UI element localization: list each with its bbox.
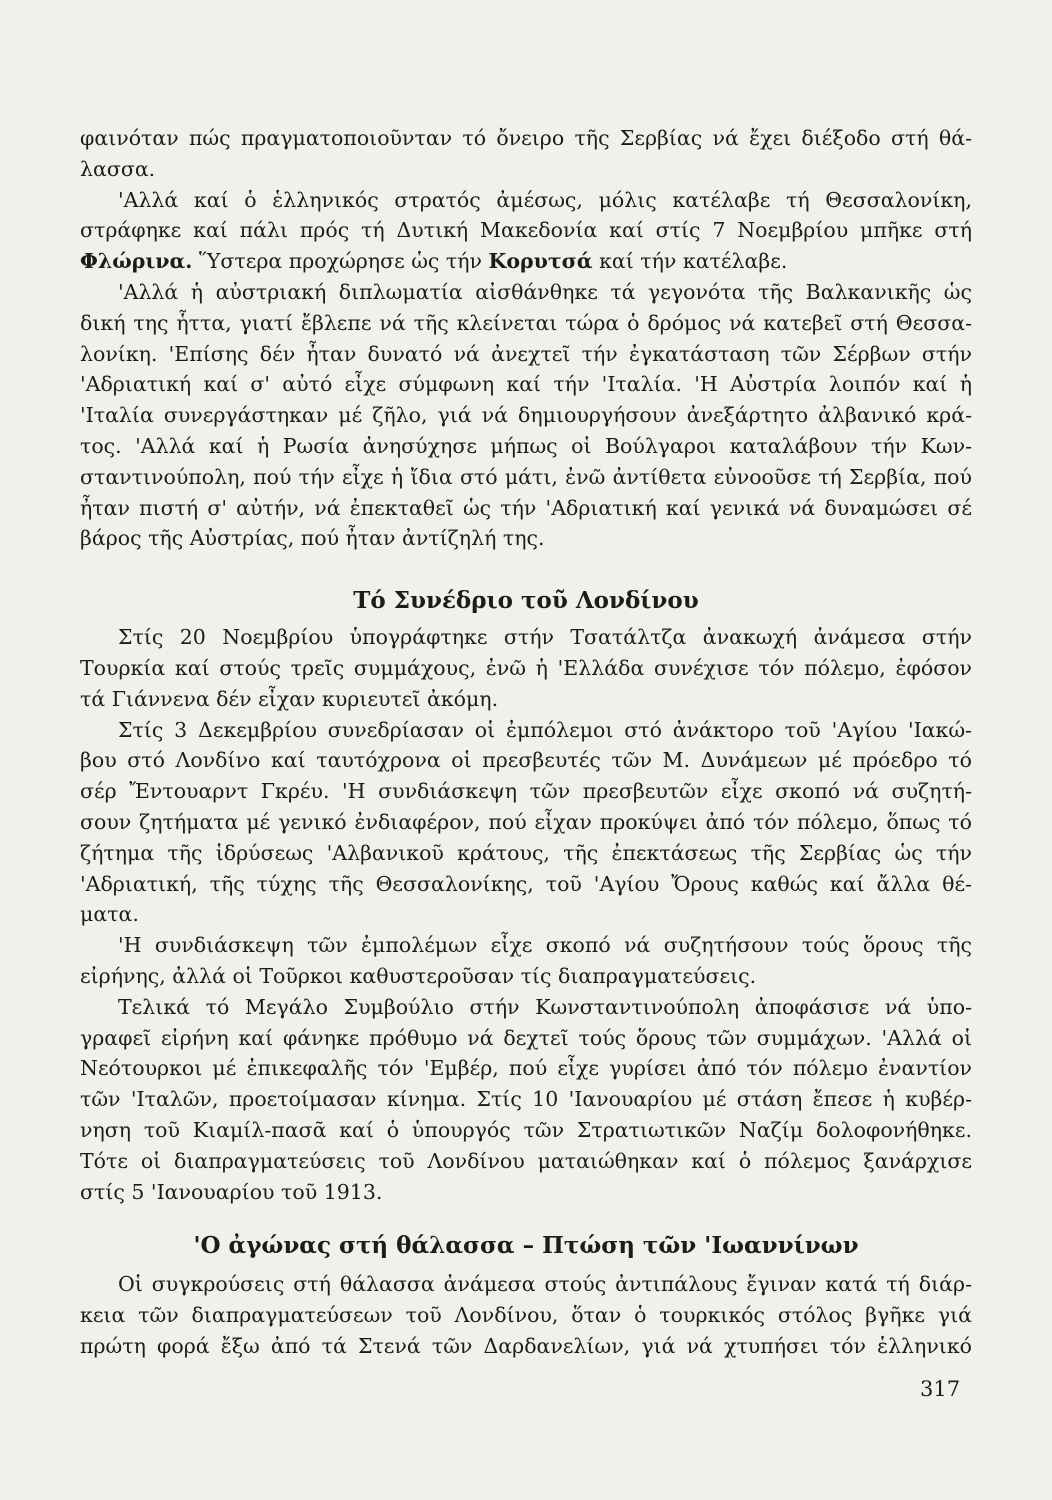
section-heading: Τό Συνέδριο τοῦ Λονδίνου <box>353 587 699 615</box>
text-line: 'Αδριατική, τῆς τύχης τῆς Θεσσαλονίκης, τοῦ 'Αγίου Ὄρους καθώς καί ἄλλα θέ- <box>80 871 972 896</box>
text-line: 'Ιταλία συνεργάστηκαν μέ ζῆλο, γιά νά δημιουργήσουν ἀνεξάρτητο ἀλβανικό κρά- <box>80 403 972 428</box>
text-line: Τουρκία καί στούς τρεῖς συμμάχους, ἐνῶ ἡ 'Ελλάδα συνέχισε τόν πόλεμο, ἐφόσον <box>80 655 972 680</box>
text-line: δική της ἧττα, γιατί ἔβλεπε νά τῆς κλείνεται τώρα ὁ δρόμος νά κατεβεῖ στή Θεσσα- <box>80 310 972 335</box>
text-line: γραφεῖ εἰρήνη καί φάνηκε πρόθυμο νά δεχτεῖ τούς ὅρους τῶν συμμάχων. 'Αλλά οἱ <box>80 1025 972 1050</box>
paragraph-austrian-diplomacy <box>80 277 972 554</box>
text-line: Στίς 20 Νοεμβρίου ὑπογράφτηκε στήν Τσατάλτζα ἀνακωχή ἀνάμεσα στήν <box>118 625 972 650</box>
paragraph-coup <box>80 992 972 1208</box>
paragraph-conference <box>80 715 972 931</box>
text-line: βάρος τῆς Αὐστρίας, πού ἦταν ἀντίζηλή της. <box>80 526 545 551</box>
text-line: Οἱ συγκρούσεις στή θάλασσα ἀνάμεσα στούς ἀντιπάλους ἔγιναν κατά τή διάρ- <box>118 1272 972 1297</box>
text-line: τῶν 'Ιταλῶν, προετοίμασαν κίνημα. Στίς 10 'Ιανουαρίου μέ στάση ἔπεσε ἡ κυβέρ- <box>80 1087 972 1112</box>
paragraph-naval-battle <box>80 1269 972 1361</box>
text-line: 'Η συνδιάσκεψη τῶν ἐμπολέμων εἶχε σκοπό νά συζητήσουν τούς ὅρους τῆς <box>118 933 972 958</box>
place-florina: Φλώρινα. <box>80 249 193 274</box>
page-number: 317 <box>920 1377 961 1401</box>
paragraph-armistice <box>80 622 972 714</box>
text-line: φαινόταν πώς πραγματοποιοῦνταν τό ὄνειρο τῆς Σερβίας νά ἔχει διέξοδο στή θά- <box>80 126 972 150</box>
text-line: Νεότουρκοι μέ ἐπικεφαλῆς τόν 'Εμβέρ, πού εἶχε γυρίσει ἀπό τόν πόλεμο ἐναντίον <box>80 1056 972 1081</box>
text-line: 'Αλλά καί ὁ ἑλληνικός στρατός ἀμέσως, μόλις κατέλαβε τή Θεσσαλονίκη, <box>118 187 972 212</box>
text-line: ἦταν πιστή σ' αὐτήν, νά ἐπεκταθεῖ ὡς τήν 'Αδριατική καί γενικά νά δυναμώσει σέ <box>80 495 972 520</box>
text-line: εἰρήνης, ἀλλά οἱ Τοῦρκοι καθυστεροῦσαν τίς διαπραγματεύσεις. <box>80 963 757 988</box>
text-line: σταντινούπολη, πού τήν εἶχε ἡ ἴδια στό μάτι, ἐνῶ ἀντίθετα εὐνοοῦσε τή Σερβία, πού <box>80 464 972 489</box>
text-line: τος. 'Αλλά καί ἡ Ρωσία ἀνησύχησε μήπως οἱ Βούλγαροι καταλάβουν τήν Κων- <box>80 433 972 458</box>
text-line: Τελικά τό Μεγάλο Συμβούλιο στήν Κωνσταντινούπολη ἀποφάσισε νά ὑπο- <box>118 994 972 1019</box>
text-line: ζήτημα τῆς ἱδρύσεως 'Αλβανικοῦ κράτους, τῆς ἐπεκτάσεως τῆς Σερβίας ὡς τήν <box>80 840 972 865</box>
text-line: Τότε οἱ διαπραγματεύσεις τοῦ Λονδίνου ματαιώθηκαν καί ὁ πόλεμος ξανάρχισε <box>80 1148 972 1173</box>
text-line: 'Αδριατική καί σ' αὐτό εἶχε σύμφωνη καί τήν 'Ιταλία. 'Η Αὐστρία λοιπόν καί ἡ <box>80 372 972 397</box>
text-line: στράφηκε καί πάλι πρός τή Δυτική Μακεδονία καί στίς 7 Νοεμβρίου μπῆκε στή <box>80 218 972 243</box>
paragraph-greek-army <box>80 185 972 277</box>
text-line: λονίκη. 'Επίσης δέν ἦταν δυνατό νά ἀνεχτεῖ τήν ἐγκατάσταση τῶν Σέρβων στήν <box>80 341 972 366</box>
text-line: λασσα. <box>80 156 156 181</box>
text-fragment: Ὕστερα προχώρησε ὡς τήν <box>192 249 489 274</box>
text-line: σέρ Ἔντουαρντ Γκρέυ. 'Η συνδιάσκεψη τῶν πρεσβευτῶν εἶχε σκοπό νά συζητή- <box>80 779 972 804</box>
text-line: 'Αλλά ἡ αὐστριακή διπλωματία αἰσθάνθηκε τά γεγονότα τῆς Βαλκανικῆς ὡς <box>118 279 972 304</box>
text-fragment: καί τήν κατέλαβε. <box>592 249 788 274</box>
text-line: Στίς 3 Δεκεμβρίου συνεδρίασαν οἱ ἐμπόλεμοι στό ἀνάκτορο τοῦ 'Αγίου 'Ιακώ- <box>118 717 972 742</box>
text-line: στίς 5 'Ιανουαρίου τοῦ 1913. <box>80 1179 383 1204</box>
paragraph-continuation <box>80 123 972 185</box>
text-line: κεια τῶν διαπραγματεύσεων τοῦ Λονδίνου, ὅταν ὁ τουρκικός στόλος βγῆκε γιά <box>80 1303 972 1328</box>
place-korytsa: Κορυτσά <box>488 249 593 274</box>
paragraph-belligerents <box>80 930 972 992</box>
text-line: βου στό Λονδίνο καί ταυτόχρονα οἱ πρεσβευτές τῶν Μ. Δυνάμεων μέ πρόεδρο τό <box>80 748 972 773</box>
section-heading: 'Ο ἀγώνας στή θάλασσα – Πτώση τῶν 'Ιωαννίνων <box>193 1232 859 1260</box>
text-line: ματα. <box>80 902 139 927</box>
text-line: νηση τοῦ Κιαμίλ-πασᾶ καί ὁ ὑπουργός τῶν Στρατιωτικῶν Ναζίμ δολοφονήθηκε. <box>80 1117 972 1142</box>
text-line <box>80 246 972 277</box>
text-line: πρώτη φορά ἔξω ἀπό τά Στενά τῶν Δαρδανελίων, γιά νά χτυπήσει τόν ἑλληνικό <box>80 1333 972 1358</box>
text-line: σουν ζητήματα μέ γενικό ἐνδιαφέρον, πού εἶχαν προκύψει ἀπό τόν πόλεμο, ὅπως τό <box>80 809 972 834</box>
text-line: τά Γιάννενα δέν εἶχαν κυριευτεῖ ἀκόμη. <box>80 686 499 711</box>
page-text <box>80 123 972 1362</box>
